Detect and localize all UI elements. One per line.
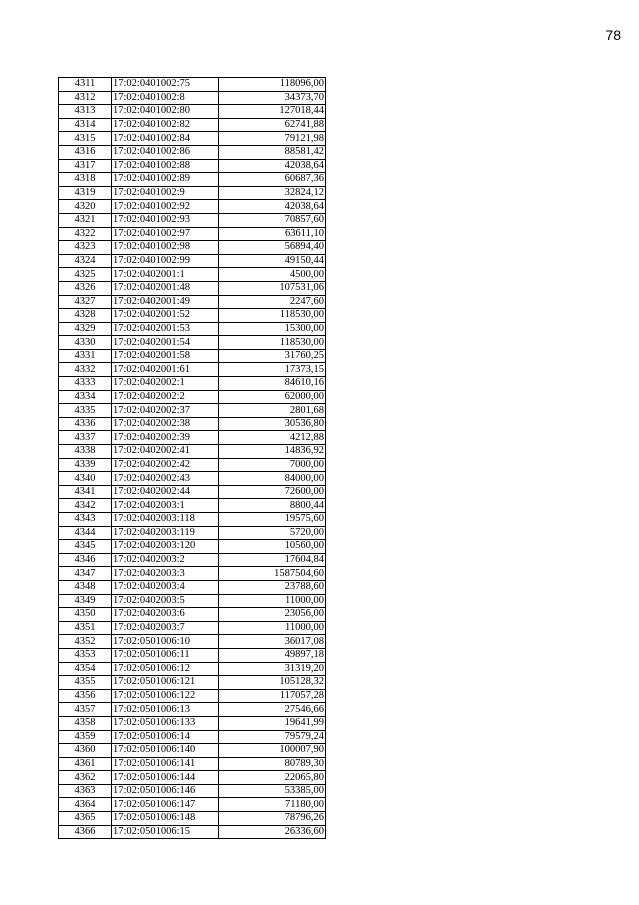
cadastral-number-cell: 17:02:0501006:11 [112, 648, 219, 662]
cadastral-number-cell: 17:02:0402002:41 [112, 445, 219, 459]
cadastral-number-cell: 17:02:0402003:119 [112, 526, 219, 540]
table-row [59, 825, 326, 839]
row-number-cell: 4346 [59, 553, 112, 567]
table-row [59, 417, 326, 431]
table-row [59, 281, 326, 295]
value-cell: 5720,00 [219, 526, 326, 540]
cadastral-number-cell: 17:02:0402003:1 [112, 499, 219, 513]
table-row [59, 173, 326, 187]
row-number-cell: 4362 [59, 771, 112, 785]
value-cell: 79579,24 [219, 730, 326, 744]
cadastral-number-cell: 17:02:0402001:52 [112, 309, 219, 323]
cadastral-number-cell: 17:02:0401002:89 [112, 173, 219, 187]
value-cell: 84610,16 [219, 377, 326, 391]
row-number-cell: 4327 [59, 295, 112, 309]
row-number-cell: 4337 [59, 431, 112, 445]
row-number-cell: 4313 [59, 105, 112, 119]
table-row [59, 105, 326, 119]
row-number-cell: 4361 [59, 757, 112, 771]
table-row [59, 145, 326, 159]
table-row [59, 689, 326, 703]
cadastral-number-cell: 17:02:0501006:141 [112, 757, 219, 771]
value-cell: 2247,60 [219, 295, 326, 309]
cadastral-number-cell: 17:02:0402001:54 [112, 336, 219, 350]
row-number-cell: 4316 [59, 145, 112, 159]
cadastral-number-cell: 17:02:0401002:99 [112, 254, 219, 268]
row-number-cell: 4345 [59, 540, 112, 554]
table-row [59, 118, 326, 132]
value-cell: 34373,70 [219, 91, 326, 105]
row-number-cell: 4349 [59, 594, 112, 608]
table-row [59, 513, 326, 527]
table-row [59, 798, 326, 812]
value-cell: 53385,00 [219, 784, 326, 798]
row-number-cell: 4330 [59, 336, 112, 350]
cadastral-number-cell: 17:02:0501006:14 [112, 730, 219, 744]
value-cell: 70857,60 [219, 213, 326, 227]
value-cell: 118530,00 [219, 336, 326, 350]
cadastral-number-cell: 17:02:0501006:15 [112, 825, 219, 839]
row-number-cell: 4357 [59, 703, 112, 717]
table-row [59, 580, 326, 594]
cadastral-number-cell: 17:02:0501006:144 [112, 771, 219, 785]
value-cell: 117057,28 [219, 689, 326, 703]
row-number-cell: 4311 [59, 78, 112, 92]
row-number-cell: 4343 [59, 513, 112, 527]
row-number-cell: 4352 [59, 635, 112, 649]
row-number-cell: 4350 [59, 608, 112, 622]
value-cell: 56894,40 [219, 241, 326, 255]
row-number-cell: 4320 [59, 200, 112, 214]
table-row [59, 812, 326, 826]
cadastral-number-cell: 17:02:0402003:120 [112, 540, 219, 554]
row-number-cell: 4347 [59, 567, 112, 581]
cadastral-number-cell: 17:02:0501006:12 [112, 662, 219, 676]
cadastral-number-cell: 17:02:0401002:86 [112, 145, 219, 159]
row-number-cell: 4336 [59, 417, 112, 431]
page-number: 78 [605, 27, 621, 43]
cadastral-number-cell: 17:02:0402002:44 [112, 485, 219, 499]
row-number-cell: 4340 [59, 472, 112, 486]
cadastral-number-cell: 17:02:0401002:80 [112, 105, 219, 119]
table-row [59, 159, 326, 173]
row-number-cell: 4338 [59, 445, 112, 459]
table-row [59, 200, 326, 214]
cadastral-number-cell: 17:02:0402003:4 [112, 580, 219, 594]
value-cell: 31319,20 [219, 662, 326, 676]
value-cell: 105128,32 [219, 676, 326, 690]
value-cell: 118096,00 [219, 78, 326, 92]
value-cell: 42038,64 [219, 200, 326, 214]
value-cell: 19575,60 [219, 513, 326, 527]
table-row [59, 254, 326, 268]
value-cell: 14836,92 [219, 445, 326, 459]
row-number-cell: 4319 [59, 186, 112, 200]
table-row [59, 363, 326, 377]
value-cell: 79121,98 [219, 132, 326, 146]
cadastral-number-cell: 17:02:0402002:1 [112, 377, 219, 391]
table-row [59, 621, 326, 635]
value-cell: 107531,06 [219, 281, 326, 295]
row-number-cell: 4329 [59, 322, 112, 336]
value-cell: 4500,00 [219, 268, 326, 282]
row-number-cell: 4355 [59, 676, 112, 690]
table-row [59, 431, 326, 445]
row-number-cell: 4354 [59, 662, 112, 676]
cadastral-number-cell: 17:02:0401002:97 [112, 227, 219, 241]
cadastral-number-cell: 17:02:0501006:146 [112, 784, 219, 798]
row-number-cell: 4328 [59, 309, 112, 323]
row-number-cell: 4358 [59, 716, 112, 730]
value-cell: 78796,26 [219, 812, 326, 826]
row-number-cell: 4332 [59, 363, 112, 377]
table-row [59, 309, 326, 323]
table-row [59, 78, 326, 92]
table-row [59, 648, 326, 662]
value-cell: 10560,00 [219, 540, 326, 554]
row-number-cell: 4341 [59, 485, 112, 499]
row-number-cell: 4363 [59, 784, 112, 798]
cadastral-number-cell: 17:02:0402001:1 [112, 268, 219, 282]
row-number-cell: 4331 [59, 349, 112, 363]
cadastral-number-cell: 17:02:0402003:6 [112, 608, 219, 622]
table-row [59, 703, 326, 717]
table-row [59, 635, 326, 649]
value-cell: 4212,88 [219, 431, 326, 445]
value-cell: 15300,00 [219, 322, 326, 336]
cadastral-number-cell: 17:02:0501006:133 [112, 716, 219, 730]
value-cell: 23788,60 [219, 580, 326, 594]
table-row [59, 268, 326, 282]
row-number-cell: 4365 [59, 812, 112, 826]
cadastral-number-cell: 17:02:0402001:58 [112, 349, 219, 363]
cadastral-number-cell: 17:02:0501006:10 [112, 635, 219, 649]
table-row [59, 744, 326, 758]
table-row [59, 349, 326, 363]
row-number-cell: 4360 [59, 744, 112, 758]
table-row [59, 553, 326, 567]
row-number-cell: 4325 [59, 268, 112, 282]
row-number-cell: 4314 [59, 118, 112, 132]
row-number-cell: 4312 [59, 91, 112, 105]
cadastral-value-table [58, 77, 326, 839]
row-number-cell: 4334 [59, 390, 112, 404]
value-cell: 49897,18 [219, 648, 326, 662]
value-cell: 72600,00 [219, 485, 326, 499]
value-cell: 8800,44 [219, 499, 326, 513]
row-number-cell: 4335 [59, 404, 112, 418]
table-row [59, 227, 326, 241]
value-cell: 7000,00 [219, 458, 326, 472]
cadastral-number-cell: 17:02:0401002:93 [112, 213, 219, 227]
value-cell: 80789,30 [219, 757, 326, 771]
value-cell: 60687,36 [219, 173, 326, 187]
table-row [59, 91, 326, 105]
row-number-cell: 4321 [59, 213, 112, 227]
row-number-cell: 4351 [59, 621, 112, 635]
cadastral-number-cell: 17:02:0501006:13 [112, 703, 219, 717]
row-number-cell: 4364 [59, 798, 112, 812]
cadastral-number-cell: 17:02:0401002:98 [112, 241, 219, 255]
row-number-cell: 4342 [59, 499, 112, 513]
table-row [59, 377, 326, 391]
table-row [59, 241, 326, 255]
value-cell: 17373,15 [219, 363, 326, 377]
table-row [59, 716, 326, 730]
cadastral-number-cell: 17:02:0501006:121 [112, 676, 219, 690]
value-cell: 11000,00 [219, 594, 326, 608]
value-cell: 62741,88 [219, 118, 326, 132]
value-cell: 63611,10 [219, 227, 326, 241]
table-row [59, 676, 326, 690]
value-cell: 31760,25 [219, 349, 326, 363]
cadastral-number-cell: 17:02:0402003:5 [112, 594, 219, 608]
row-number-cell: 4366 [59, 825, 112, 839]
row-number-cell: 4315 [59, 132, 112, 146]
cadastral-number-cell: 17:02:0402002:2 [112, 390, 219, 404]
cadastral-number-cell: 17:02:0501006:148 [112, 812, 219, 826]
table-row [59, 186, 326, 200]
cadastral-number-cell: 17:02:0401002:92 [112, 200, 219, 214]
value-cell: 23056,00 [219, 608, 326, 622]
cadastral-number-cell: 17:02:0402003:118 [112, 513, 219, 527]
row-number-cell: 4348 [59, 580, 112, 594]
row-number-cell: 4322 [59, 227, 112, 241]
value-cell: 42038,64 [219, 159, 326, 173]
table-row [59, 445, 326, 459]
table-row [59, 472, 326, 486]
table-body [59, 78, 326, 839]
row-number-cell: 4356 [59, 689, 112, 703]
table-row [59, 540, 326, 554]
table-row [59, 730, 326, 744]
cadastral-number-cell: 17:02:0401002:8 [112, 91, 219, 105]
cadastral-number-cell: 17:02:0402001:49 [112, 295, 219, 309]
table-row [59, 336, 326, 350]
cadastral-number-cell: 17:02:0501006:147 [112, 798, 219, 812]
row-number-cell: 4344 [59, 526, 112, 540]
value-cell: 100007,90 [219, 744, 326, 758]
value-cell: 49150,44 [219, 254, 326, 268]
row-number-cell: 4323 [59, 241, 112, 255]
cadastral-number-cell: 17:02:0402003:7 [112, 621, 219, 635]
table-row [59, 608, 326, 622]
value-cell: 71180,00 [219, 798, 326, 812]
value-cell: 11000,00 [219, 621, 326, 635]
cadastral-number-cell: 17:02:0402002:42 [112, 458, 219, 472]
row-number-cell: 4339 [59, 458, 112, 472]
table-row [59, 567, 326, 581]
cadastral-number-cell: 17:02:0402001:61 [112, 363, 219, 377]
value-cell: 88581,42 [219, 145, 326, 159]
value-cell: 26336,60 [219, 825, 326, 839]
table-row [59, 771, 326, 785]
cadastral-number-cell: 17:02:0402001:48 [112, 281, 219, 295]
cadastral-number-cell: 17:02:0402002:38 [112, 417, 219, 431]
row-number-cell: 4359 [59, 730, 112, 744]
cadastral-number-cell: 17:02:0401002:75 [112, 78, 219, 92]
value-cell: 127018,44 [219, 105, 326, 119]
value-cell: 62000,00 [219, 390, 326, 404]
cadastral-number-cell: 17:02:0402002:39 [112, 431, 219, 445]
cadastral-number-cell: 17:02:0501006:122 [112, 689, 219, 703]
value-cell: 19641,99 [219, 716, 326, 730]
cadastral-number-cell: 17:02:0402002:43 [112, 472, 219, 486]
table-row [59, 390, 326, 404]
table-row [59, 594, 326, 608]
value-cell: 118530,00 [219, 309, 326, 323]
value-cell: 84000,00 [219, 472, 326, 486]
table-row [59, 757, 326, 771]
cadastral-number-cell: 17:02:0401002:82 [112, 118, 219, 132]
table-row [59, 295, 326, 309]
table-row [59, 526, 326, 540]
table-row [59, 404, 326, 418]
row-number-cell: 4317 [59, 159, 112, 173]
row-number-cell: 4326 [59, 281, 112, 295]
table-row [59, 784, 326, 798]
table-row [59, 485, 326, 499]
value-cell: 32824,12 [219, 186, 326, 200]
table-row [59, 458, 326, 472]
value-cell: 27546,66 [219, 703, 326, 717]
value-cell: 17604,84 [219, 553, 326, 567]
row-number-cell: 4353 [59, 648, 112, 662]
table-row [59, 499, 326, 513]
row-number-cell: 4333 [59, 377, 112, 391]
value-cell: 2801,68 [219, 404, 326, 418]
cadastral-number-cell: 17:02:0402001:53 [112, 322, 219, 336]
cadastral-number-cell: 17:02:0501006:140 [112, 744, 219, 758]
table-row [59, 662, 326, 676]
table-row [59, 322, 326, 336]
cadastral-number-cell: 17:02:0402003:2 [112, 553, 219, 567]
cadastral-number-cell: 17:02:0402002:37 [112, 404, 219, 418]
value-cell: 36017,08 [219, 635, 326, 649]
cadastral-number-cell: 17:02:0401002:88 [112, 159, 219, 173]
table-row [59, 213, 326, 227]
cadastral-number-cell: 17:02:0401002:9 [112, 186, 219, 200]
row-number-cell: 4324 [59, 254, 112, 268]
value-cell: 22065,80 [219, 771, 326, 785]
value-cell: 30536,80 [219, 417, 326, 431]
cadastral-number-cell: 17:02:0401002:84 [112, 132, 219, 146]
row-number-cell: 4318 [59, 173, 112, 187]
table-row [59, 132, 326, 146]
cadastral-number-cell: 17:02:0402003:3 [112, 567, 219, 581]
value-cell: 1587504,60 [219, 567, 326, 581]
